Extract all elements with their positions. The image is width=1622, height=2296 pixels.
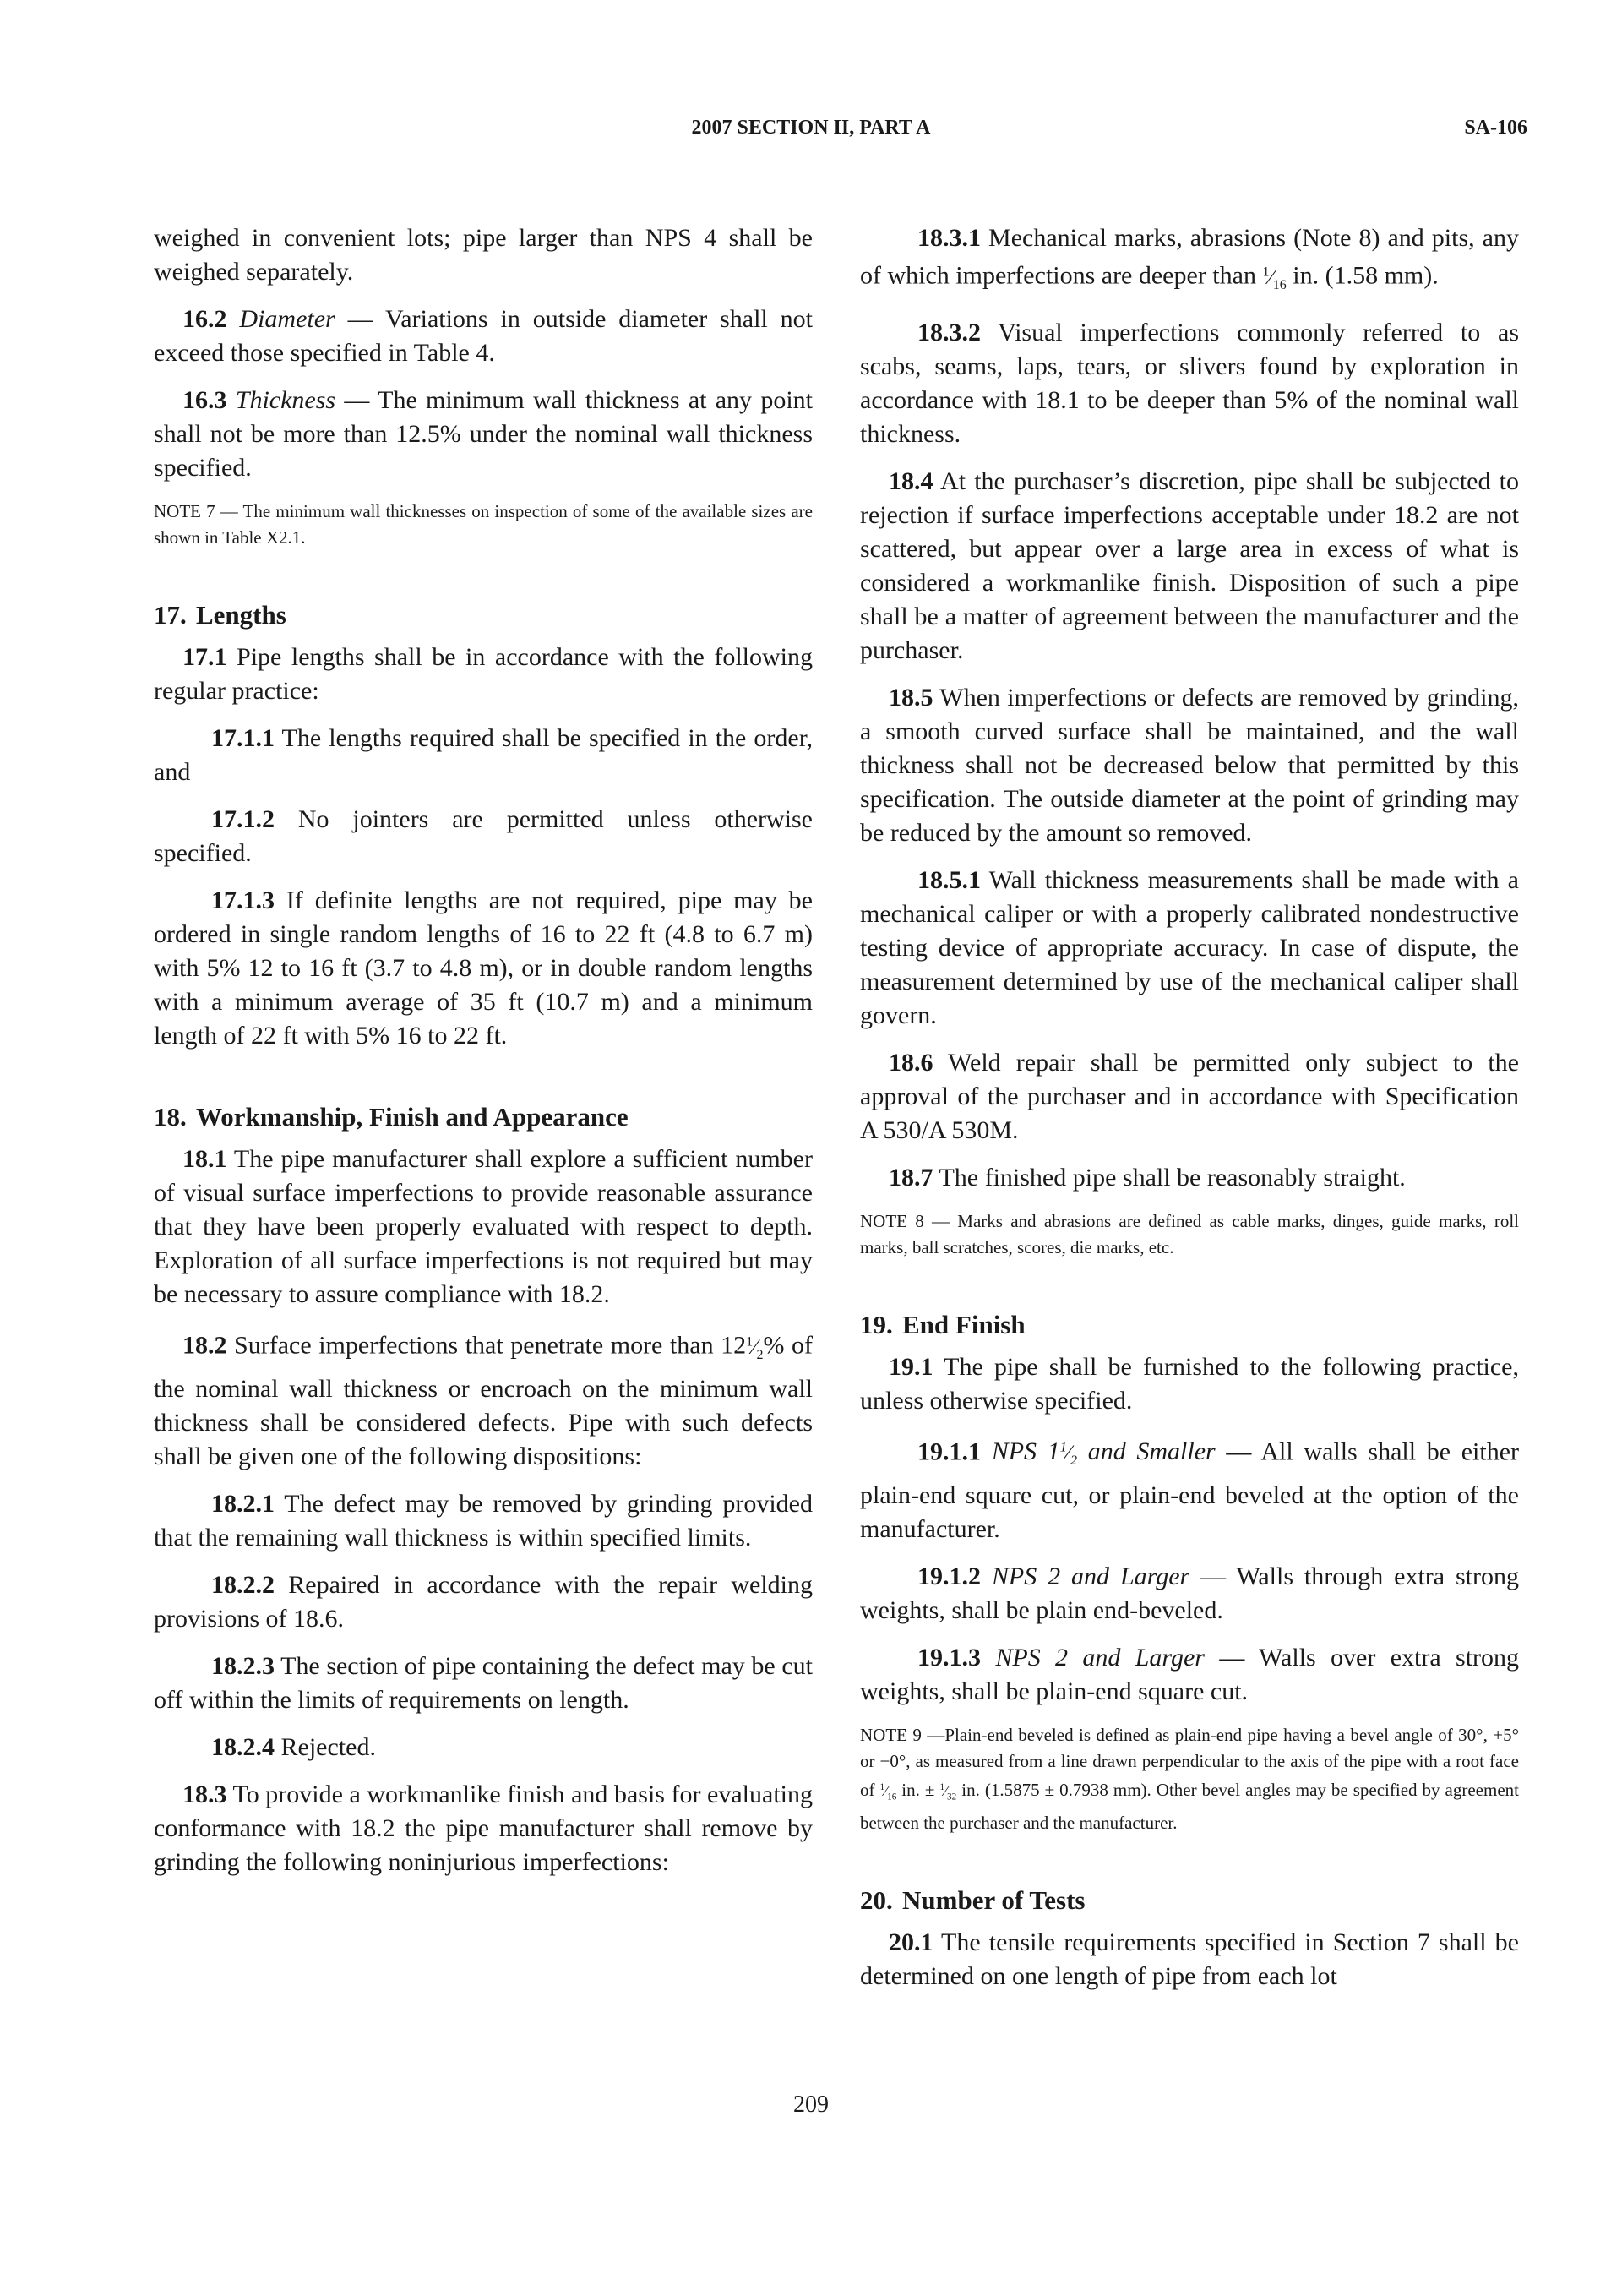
paragraph-19-1-1 xyxy=(860,1432,1519,1546)
title-part: and Smaller xyxy=(1077,1437,1216,1466)
paragraph-16-1-cont: weighed in convenient lots; pipe larger than NPS 4 shall be weighed separately. xyxy=(154,224,813,286)
paragraph-text: The finished pipe shall be reasonably straight. xyxy=(933,1163,1406,1192)
note-text: NOTE 9 —Plain-end beveled is defined as plain-end pipe having a bevel angle of 30°, +5° or −0°, as measured from a line drawn perpendicular to the axis of the pipe with a root face of xyxy=(860,1724,1519,1800)
paragraph-text: No jointers are permitted unless otherwise specified. xyxy=(154,805,813,867)
section-number: 19.1 xyxy=(889,1352,933,1381)
paragraph-18-5 xyxy=(860,681,1519,850)
paragraph-18-2-1 xyxy=(154,1487,813,1555)
section-number: 18.1 xyxy=(182,1145,227,1173)
paragraph-text: Surface imperfections that penetrate more than xyxy=(226,1331,721,1360)
paragraph-18-1 xyxy=(154,1143,813,1312)
paragraph-18-3 xyxy=(154,1778,813,1879)
heading-number: 17. xyxy=(154,600,187,630)
fraction-numerator: 1 xyxy=(1059,1440,1067,1455)
heading-number: 19. xyxy=(860,1309,893,1339)
paragraph-18-6 xyxy=(860,1046,1519,1148)
section-number: 19.1.1 xyxy=(917,1437,981,1466)
fraction-numerator: 1 xyxy=(746,1334,754,1349)
running-head xyxy=(0,117,1622,150)
section-number: 18.2.4 xyxy=(211,1732,275,1761)
section-number: 18.3.1 xyxy=(917,224,981,252)
note-text: in. (1.5875 ± 0.7938 mm). Other bevel angles may be specified by agreement between the purchaser and the manufacturer. xyxy=(860,1779,1519,1834)
section-number: 18.6 xyxy=(889,1048,933,1077)
header-spec: SA-106 xyxy=(1464,117,1527,139)
section-number: 20.1 xyxy=(889,1928,933,1957)
paragraph-text: — Walls over extra strong weights, shall be plain-end square cut. xyxy=(860,1643,1520,1705)
heading-title: Lengths xyxy=(196,600,286,630)
fraction-denominator: 32 xyxy=(947,1792,957,1802)
section-number: 18.4 xyxy=(889,466,933,495)
paragraph-18-3-1 xyxy=(860,221,1519,303)
heading-19 xyxy=(860,1308,1519,1342)
paragraph-18-3-2 xyxy=(860,316,1519,451)
right-column xyxy=(860,221,1519,2007)
section-number: 17.1.2 xyxy=(211,805,275,833)
section-number: 18.2.3 xyxy=(211,1651,275,1680)
section-number: 18.2.2 xyxy=(211,1570,275,1599)
paragraph-text: The lengths required shall be specified in the order, and xyxy=(154,724,813,786)
paragraph-17-1-3 xyxy=(154,884,813,1053)
paragraph-title: NPS 2 and Larger xyxy=(991,1562,1190,1590)
note-text: in. ± xyxy=(896,1779,940,1800)
section-number: 18.3 xyxy=(182,1780,227,1808)
paragraph-17-1-2 xyxy=(154,803,813,870)
paragraph-text: Wall thickness measurements shall be made with a mechanical caliper or with a properly calibrated nondestructive testing device of appropriate accuracy. In case of dispute, the measurement determined by use of the mechanical caliper shall govern. xyxy=(860,865,1519,1029)
section-number: 19.1.2 xyxy=(917,1562,981,1590)
section-number: 17.1.3 xyxy=(211,886,275,914)
section-number: 18.2 xyxy=(182,1331,227,1360)
paragraph-title xyxy=(991,1437,1216,1469)
header-title: 2007 SECTION II, PART A xyxy=(691,117,931,139)
heading-title: Workmanship, Finish and Appearance xyxy=(196,1102,629,1132)
section-number: 19.1.3 xyxy=(917,1643,981,1672)
section-number: 17.1.1 xyxy=(211,724,275,752)
fraction: $^1⁄_2$ xyxy=(1059,1440,1078,1469)
title-part: NPS 1 xyxy=(991,1437,1060,1466)
paragraph-text: At the purchaser’s discretion, pipe shall be subjected to rejection if surface imperfections acceptable under 18.2 are not scattered, but appear over a large area in excess of what is considered a workmanlike finish. Disposition of such a pipe shall be a matter of agreement between the manufacturer and the purchaser. xyxy=(860,466,1519,664)
section-number: 18.3.2 xyxy=(917,318,981,346)
section-number: 16.2 xyxy=(182,305,227,333)
note-7: NOTE 7 — The minimum wall thicknesses on inspection of some of the available sizes are shown in Table X2.1. xyxy=(154,501,813,548)
heading-title: Number of Tests xyxy=(902,1885,1086,1916)
section-number: 18.5.1 xyxy=(917,865,981,894)
fraction-numerator: 1 xyxy=(939,1781,945,1792)
paragraph-18-5-1 xyxy=(860,864,1519,1033)
paragraph-18-4 xyxy=(860,465,1519,668)
paragraph-text-cont: % of the nominal wall thickness or encroach on the minimum wall thickness shall be considered defects. Pipe with such defects shall be given one of the following dispositions: xyxy=(154,1331,813,1470)
paragraph-text-cont: in. (1.58 mm). xyxy=(1286,261,1439,290)
heading-20 xyxy=(860,1884,1519,1917)
fraction-numerator: 1 xyxy=(879,1781,885,1792)
section-number: 18.2.1 xyxy=(211,1489,275,1518)
heading-number: 18. xyxy=(154,1102,187,1132)
paragraph-text: Mechanical marks, abrasions (Note 8) and pits, any of which imperfections are deeper than xyxy=(860,224,1519,290)
paragraph-17-1-1 xyxy=(154,722,813,789)
paragraph-17-1 xyxy=(154,641,813,708)
paragraph-text: — Variations in outside diameter shall not exceed those specified in Table 4. xyxy=(154,305,814,367)
paragraph-18-2 xyxy=(154,1325,813,1474)
fraction-denominator: 2 xyxy=(1070,1453,1078,1469)
paragraph-text: Pipe lengths shall be in accordance with the following regular practice: xyxy=(154,643,813,705)
paragraph-text: Repaired in accordance with the repair welding provisions of 18.6. xyxy=(154,1570,813,1633)
paragraph-text: The section of pipe containing the defect may be cut off within the limits of requirements on length. xyxy=(154,1651,813,1714)
paragraph-18-2-3 xyxy=(154,1650,813,1717)
paragraph-text: If definite lengths are not required, pipe may be ordered in single random lengths of 16 to 22 ft (4.8 to 6.7 m) with 5% 12 to 16 ft (3.7 to 4.8 m), or in double random lengths with a minimum average of 35 ft (10.7 m) and a minimum length of 22 ft with 5% 16 to 22 ft. xyxy=(154,886,813,1050)
paragraph-text: Weld repair shall be permitted only subject to the approval of the purchaser and in accordance with Specification A 530/A 530M. xyxy=(860,1048,1519,1144)
heading-title: End Finish xyxy=(902,1309,1026,1339)
fraction-numerator: 1 xyxy=(1262,265,1270,279)
section-number: 17.1 xyxy=(182,643,227,671)
paragraph-text: The pipe manufacturer shall explore a sufficient number of visual surface imperfections to provide reasonable assurance that they have been properly evaluated with respect to depth. Exploration of all surface imperfections is not required but may be necessary to assure compliance with 18.2. xyxy=(154,1145,813,1308)
note-8: NOTE 8 — Marks and abrasions are defined as cable marks, dinges, guide marks, roll marks, ball scratches, scores, die marks, etc. xyxy=(860,1210,1519,1257)
paragraph-16-2 xyxy=(154,303,813,370)
paragraph-text: — The minimum wall thickness at any point shall not be more than 12.5% under the nominal wall thickness specified. xyxy=(154,386,813,482)
paragraph-title: Thickness xyxy=(235,386,336,414)
note-9 xyxy=(860,1722,1519,1837)
paragraph-text: Rejected. xyxy=(275,1732,376,1761)
heading-number: 20. xyxy=(860,1885,893,1916)
paragraph-text: — Walls through extra strong weights, shall be plain end-beveled. xyxy=(860,1562,1520,1624)
fraction: $^1⁄_{16}$ xyxy=(879,1781,897,1802)
paragraph-18-2-2 xyxy=(154,1568,813,1636)
paragraph-text: The tensile requirements specified in Section 7 shall be determined on one length of pipe from each lot xyxy=(860,1928,1519,1991)
paragraph-20-1 xyxy=(860,1926,1519,1993)
fraction: $^1⁄_{16}$ xyxy=(1262,264,1287,292)
fraction-denominator: 2 xyxy=(756,1347,764,1362)
section-number: 18.5 xyxy=(889,683,933,712)
paragraph-18-2-4 xyxy=(154,1731,813,1764)
fraction-whole: 12 xyxy=(721,1331,747,1360)
paragraph-19-1 xyxy=(860,1350,1519,1418)
paragraph-text: When imperfections or defects are removed by grinding, a smooth curved surface shall be maintained, and the wall thickness shall not be decreased below that permitted by this specification. The outside diameter at the point of grinding may be reduced by the amount so removed. xyxy=(860,683,1519,847)
page-number: 209 xyxy=(793,2091,829,2118)
fraction-denominator: 16 xyxy=(887,1792,897,1802)
paragraph-text: To provide a workmanlike finish and basis for evaluating conformance with 18.2 the pipe manufacturer shall remove by grinding the following noninjurious imperfections: xyxy=(154,1780,813,1876)
paragraph-text: The defect may be removed by grinding provided that the remaining wall thickness is within specified limits. xyxy=(154,1489,813,1552)
paragraph-19-1-2 xyxy=(860,1560,1519,1628)
paragraph-title: Diameter xyxy=(239,305,335,333)
paragraph-18-7 xyxy=(860,1161,1519,1195)
paragraph-19-1-3 xyxy=(860,1641,1519,1709)
paragraph-16-3 xyxy=(154,384,813,485)
heading-18 xyxy=(154,1100,813,1134)
paragraph-text: Visual imperfections commonly referred to as scabs, seams, laps, tears, or slivers found by exploration in accordance with 18.1 to be deeper than 5% of the nominal wall thickness. xyxy=(860,318,1519,448)
paragraph-text: — All walls shall be either plain-end square cut, or plain-end beveled at the option of the manufacturer. xyxy=(860,1437,1520,1543)
section-number: 16.3 xyxy=(182,386,227,414)
left-column xyxy=(154,221,813,1893)
section-number: 18.7 xyxy=(889,1163,933,1192)
fraction-denominator: 16 xyxy=(1272,277,1287,292)
fraction: $^1⁄_2$ xyxy=(746,1333,764,1362)
heading-17 xyxy=(154,598,813,632)
paragraph-title: NPS 2 and Larger xyxy=(995,1643,1205,1672)
fraction: $^1⁄_{32}$ xyxy=(939,1781,957,1802)
paragraph-text: The pipe shall be furnished to the following practice, unless otherwise specified. xyxy=(860,1352,1519,1415)
